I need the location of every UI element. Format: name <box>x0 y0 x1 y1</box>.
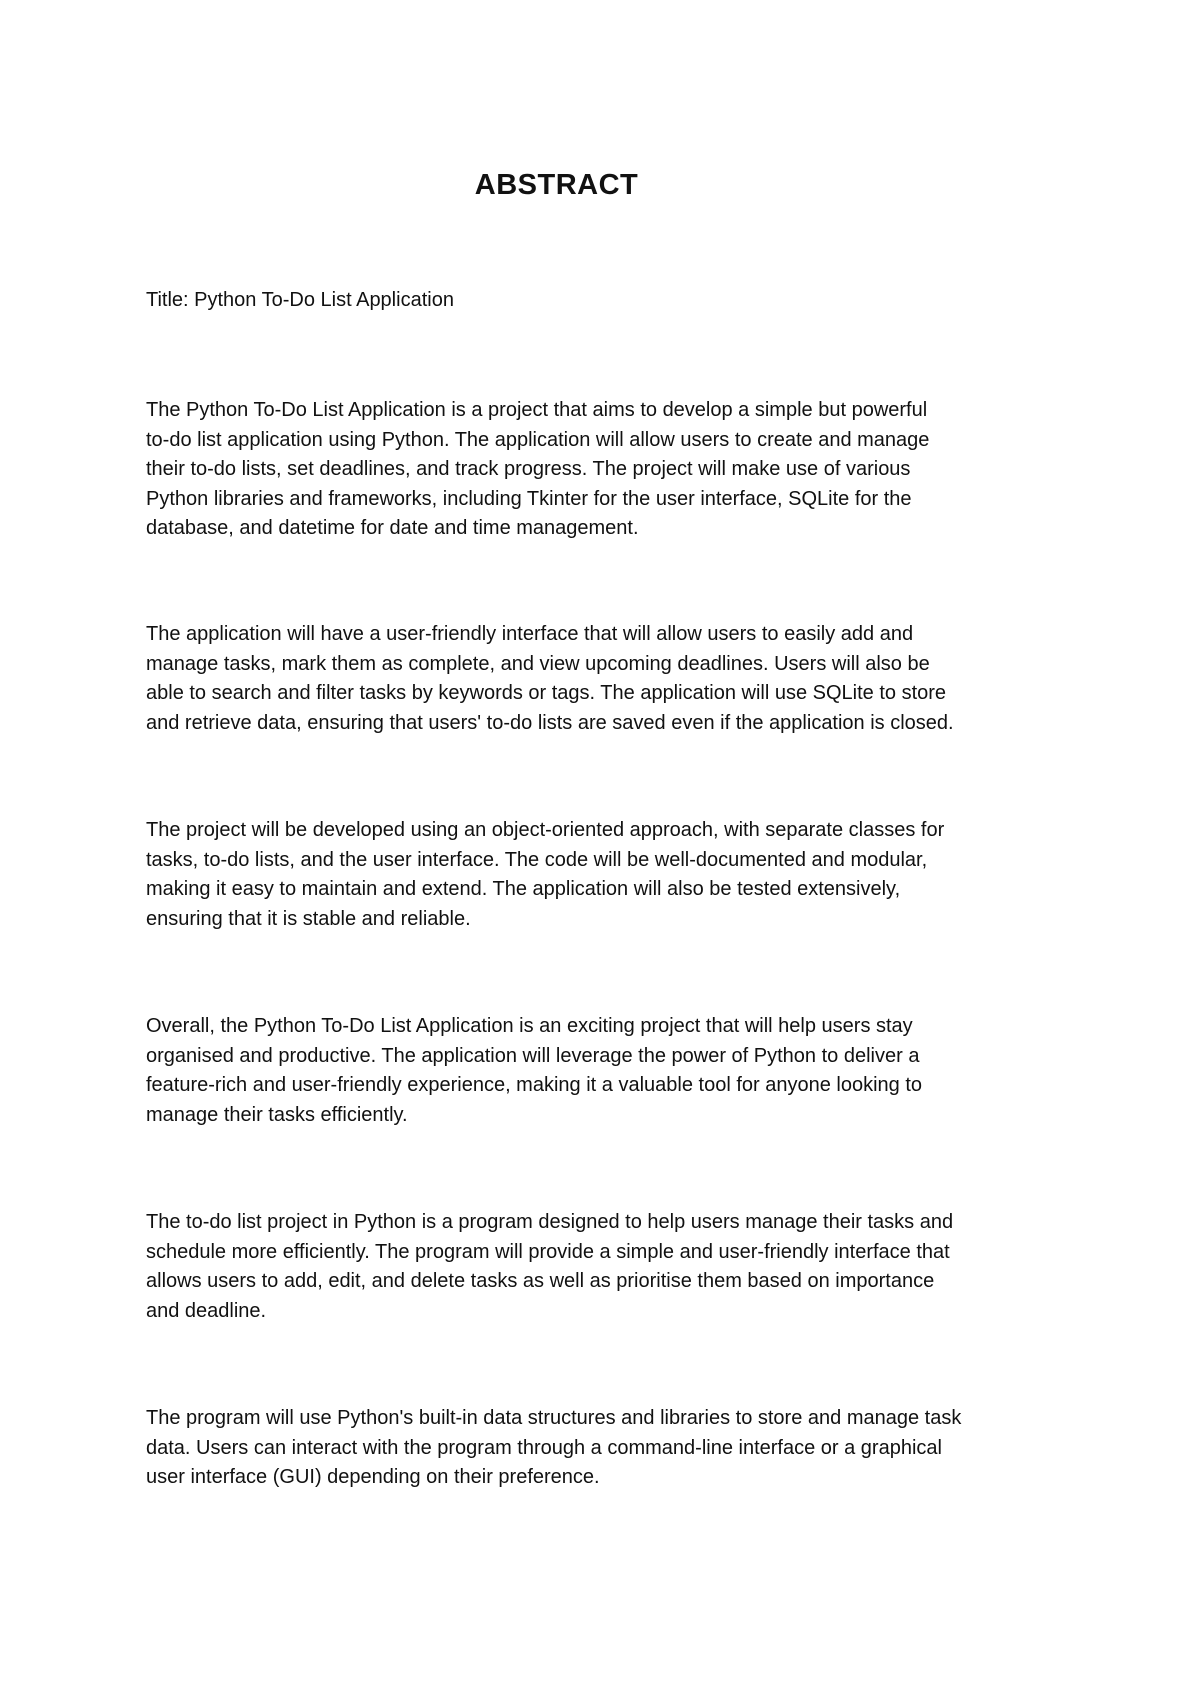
paragraph-line: Python libraries and frameworks, including Tkinter for the user interface, SQLite for the <box>146 487 912 510</box>
paragraph-line: and deadline. <box>146 1299 267 1322</box>
paragraph-line: The to-do list project in Python is a program designed to help users manage their tasks and <box>146 1211 954 1233</box>
document-title-line: Title: Python To-Do List Application <box>146 289 454 311</box>
paragraph-line: The program will use Python's built-in data structures and libraries to store and manage task <box>146 1407 962 1429</box>
paragraph-line: Overall, the Python To-Do List Application is an exciting project that will help users stay <box>146 1015 913 1037</box>
paragraph-line: database, and datetime for date and time management. <box>146 517 639 539</box>
paragraph-line: ensuring that it is stable and reliable. <box>146 907 471 930</box>
paragraph-line: and retrieve data, ensuring that users' to-do lists are saved even if the application is closed. <box>146 711 954 734</box>
paragraph-line: The application will have a user-friendly interface that will allow users to easily add and <box>146 623 914 645</box>
paragraph-line: making it easy to maintain and extend. The application will also be tested extensively, <box>146 878 901 900</box>
paragraph-3 <box>146 816 1066 934</box>
paragraph-6 <box>146 1404 1066 1493</box>
paragraph-line: their to-do lists, set deadlines, and track progress. The project will make use of various <box>146 458 911 480</box>
paragraph-line: user interface (GUI) depending on their preference. <box>146 1466 600 1488</box>
paragraph-line: feature-rich and user-friendly experience, making it a valuable tool for anyone looking to <box>146 1074 922 1096</box>
paragraph-line: tasks, to-do lists, and the user interface. The code will be well-documented and modular, <box>146 848 928 871</box>
paragraph-line: organised and productive. The application will leverage the power of Python to deliver a <box>146 1044 920 1067</box>
paragraph-5 <box>146 1208 1066 1326</box>
paragraph-line: manage tasks, mark them as complete, and view upcoming deadlines. Users will also be <box>146 652 930 675</box>
paragraph-line: able to search and filter tasks by keywords or tags. The application will use SQLite to store <box>146 682 947 704</box>
paragraph-line: The project will be developed using an object-oriented approach, with separate classes for <box>146 819 945 841</box>
paragraph-line: data. Users can interact with the program through a command-line interface or a graphical <box>146 1436 942 1459</box>
paragraph-line: schedule more efficiently. The program will provide a simple and user-friendly interface that <box>146 1240 950 1263</box>
page-heading: ABSTRACT <box>474 169 639 201</box>
paragraph-line: manage their tasks efficiently. <box>146 1103 408 1126</box>
paragraph-line: allows users to add, edit, and delete tasks as well as prioritise them based on importance <box>146 1270 935 1292</box>
paragraph-1 <box>146 396 1066 544</box>
paragraph-line: The Python To-Do List Application is a project that aims to develop a simple but powerful <box>146 399 928 421</box>
paragraph-line: to-do list application using Python. The application will allow users to create and manage <box>146 428 930 451</box>
paragraph-4 <box>146 1012 1066 1130</box>
paragraph-2 <box>146 620 1066 738</box>
